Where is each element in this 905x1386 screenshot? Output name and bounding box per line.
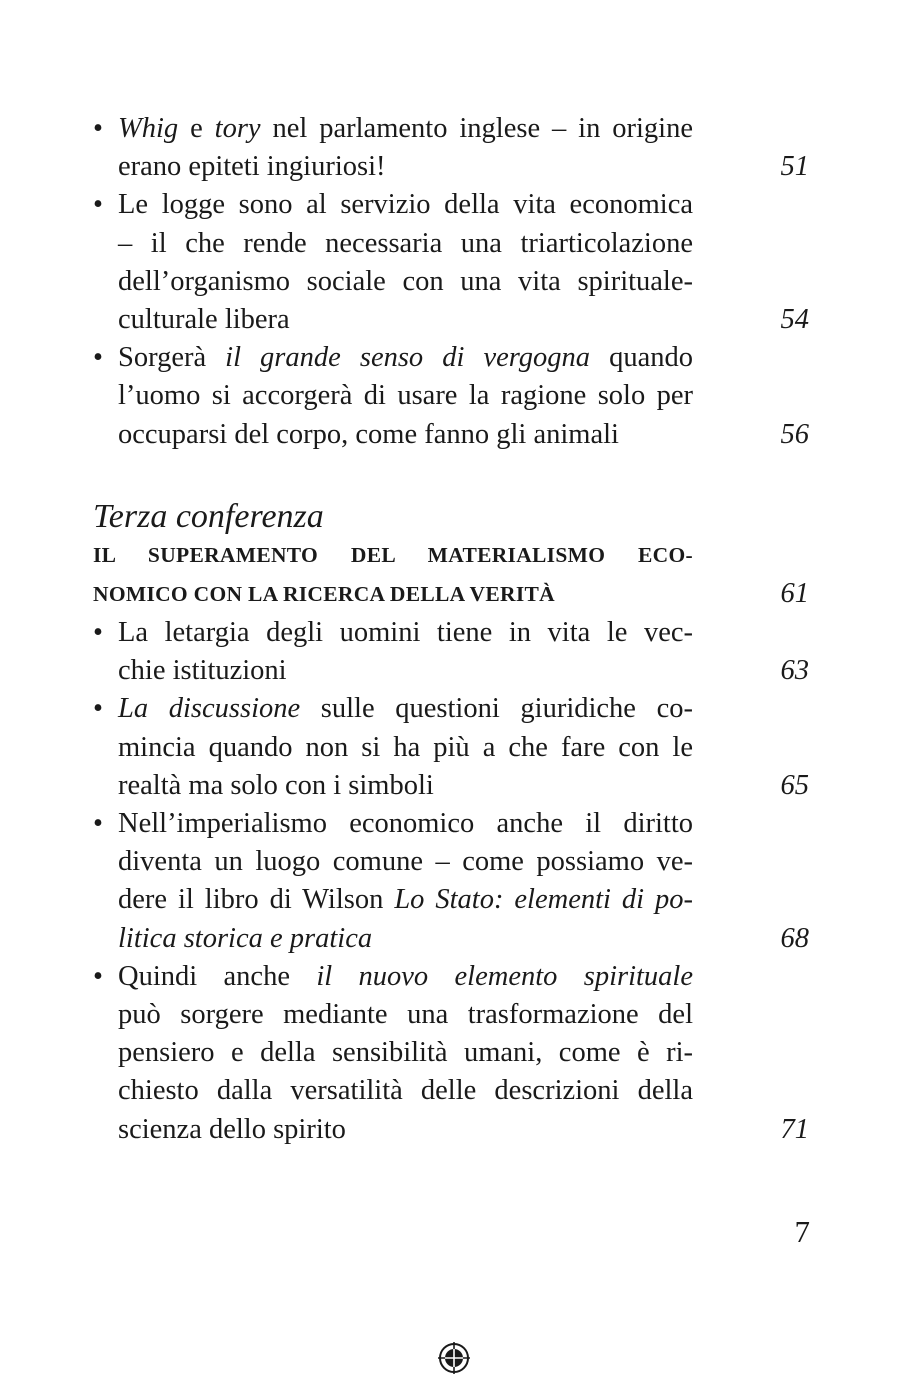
toc-entry-line — [0, 1111, 905, 1149]
toc-entry-text — [118, 416, 619, 454]
toc-entry-text — [118, 1034, 693, 1072]
toc-page-ref: 63 — [780, 655, 809, 687]
toc-entry-text — [118, 652, 287, 690]
section-heading-line — [0, 575, 905, 613]
toc-entry-text — [118, 225, 693, 263]
toc-entry-text — [118, 1072, 693, 1110]
toc-entry-line — [0, 881, 905, 919]
toc-entry-text — [118, 339, 693, 377]
text-run: La discussione — [118, 693, 301, 725]
toc-page-ref: 56 — [780, 418, 809, 450]
toc-entry-line — [0, 1072, 905, 1110]
toc-entry-line — [0, 339, 905, 377]
text-run: culturale libera — [118, 304, 290, 335]
text-run: mincia quando non si ha più a che fare con le — [118, 731, 693, 763]
toc-entry-text — [118, 1111, 346, 1149]
text-run: nel parlamento inglese – in origine — [260, 113, 693, 144]
bullet-icon: • — [93, 617, 103, 648]
toc-entry-line — [0, 652, 905, 690]
toc-page-ref: 61 — [780, 578, 809, 609]
text-run: Le logge sono al servizio della vita economica — [118, 189, 693, 221]
section-title: Terza conferenza — [93, 498, 324, 535]
toc-entry-line — [0, 805, 905, 843]
toc-entry-line — [0, 767, 905, 805]
toc-entry-text — [118, 614, 693, 652]
toc-entry-line — [0, 301, 905, 339]
page-number: 7 — [794, 1214, 810, 1249]
text-run: Quindi anche — [118, 960, 317, 992]
toc-entry-line — [0, 614, 905, 652]
toc-entry-text — [118, 377, 693, 415]
toc-entry-line — [0, 148, 905, 186]
toc-entry-line — [0, 416, 905, 454]
toc-entry-text — [118, 958, 693, 996]
toc-page-ref: 51 — [780, 151, 809, 183]
text-run: – il che rende necessaria una triarticolazione — [118, 227, 693, 259]
toc-entry-text — [118, 996, 693, 1034]
text-run: chie istituzioni — [118, 655, 287, 687]
toc-page-ref: 71 — [780, 1113, 809, 1145]
toc-entry-line — [0, 1034, 905, 1072]
toc-entry-line — [0, 110, 905, 148]
text-run: chiesto dalla versatilità delle descrizioni della — [118, 1075, 693, 1107]
text-run: tory — [214, 113, 261, 144]
text-run: il grande senso di vergogna — [225, 342, 591, 374]
text-run: erano epiteti ingiuriosi! — [118, 151, 386, 183]
text-run: pensiero e della sensibilità umani, come è ri- — [118, 1037, 693, 1069]
toc-entry-text — [118, 843, 693, 881]
text-run: Sorgerà — [118, 342, 226, 374]
text-run: Nell’imperialismo economico anche il diritto — [118, 808, 693, 839]
toc-entry-text — [118, 148, 386, 186]
section-heading-line — [0, 536, 905, 574]
toc-entry-line — [0, 996, 905, 1034]
text-run: sulle questioni giuridiche co- — [300, 693, 693, 725]
text-run: dere il libro di Wilson — [118, 884, 395, 916]
section-heading-text: NOMICO CON LA RICERCA DELLA VERITÀ — [93, 582, 555, 606]
toc-entry-line — [0, 958, 905, 996]
text-run: scienza dello spirito — [118, 1113, 346, 1145]
toc-entry-line — [0, 843, 905, 881]
toc-entry-text — [118, 881, 693, 919]
toc-entry-text — [118, 767, 434, 805]
text-run: può sorgere mediante una trasformazione del — [118, 999, 693, 1030]
bullet-icon: • — [93, 113, 103, 144]
toc-entry-line — [0, 263, 905, 301]
text-run: occuparsi del corpo, come fanno gli animali — [118, 418, 619, 450]
toc-page-ref: 65 — [780, 769, 809, 801]
bullet-icon: • — [93, 808, 103, 839]
toc-entry-text — [118, 263, 693, 301]
bullet-icon: • — [93, 693, 103, 725]
registration-mark-icon — [437, 1341, 471, 1375]
toc-page-ref: 54 — [780, 304, 809, 335]
toc-entry-text — [118, 110, 693, 148]
text-run: Whig — [118, 113, 179, 144]
section-heading-text: IL SUPERAMENTO DEL MATERIALISMO ECO- — [93, 543, 693, 567]
text-run: e — [178, 113, 215, 144]
toc-entry-text — [118, 729, 693, 767]
bullet-icon: • — [93, 960, 103, 992]
toc-entry-line — [0, 186, 905, 224]
toc-entry-text — [118, 920, 372, 958]
text-run: l’uomo si accorgerà di usare la ragione solo per — [118, 380, 693, 412]
text-run: La letargia degli uomini tiene in vita le vec- — [118, 617, 693, 648]
toc-entry-line — [0, 920, 905, 958]
toc-page-ref: 68 — [780, 922, 809, 954]
text-run: Lo Stato: elementi di po- — [394, 884, 693, 916]
toc-entry-text — [118, 301, 290, 339]
toc-entry-line — [0, 729, 905, 767]
bullet-icon: • — [93, 342, 103, 374]
toc-entry-line — [0, 690, 905, 728]
text-run: il nuovo elemento spirituale — [316, 960, 693, 992]
toc-entry-text — [118, 805, 693, 843]
toc-entry-text — [118, 690, 693, 728]
text-run: litica storica e pratica — [118, 922, 373, 954]
text-run: realtà ma solo con i simboli — [118, 769, 434, 801]
toc-entry-line — [0, 225, 905, 263]
toc-entry-line — [0, 377, 905, 415]
text-run: dell’organismo sociale con una vita spirituale- — [118, 265, 693, 297]
text-run: diventa un luogo comune – come possiamo ve- — [118, 846, 693, 878]
text-run: quando — [590, 342, 693, 374]
toc-entry-text — [118, 186, 693, 224]
bullet-icon: • — [93, 189, 103, 221]
